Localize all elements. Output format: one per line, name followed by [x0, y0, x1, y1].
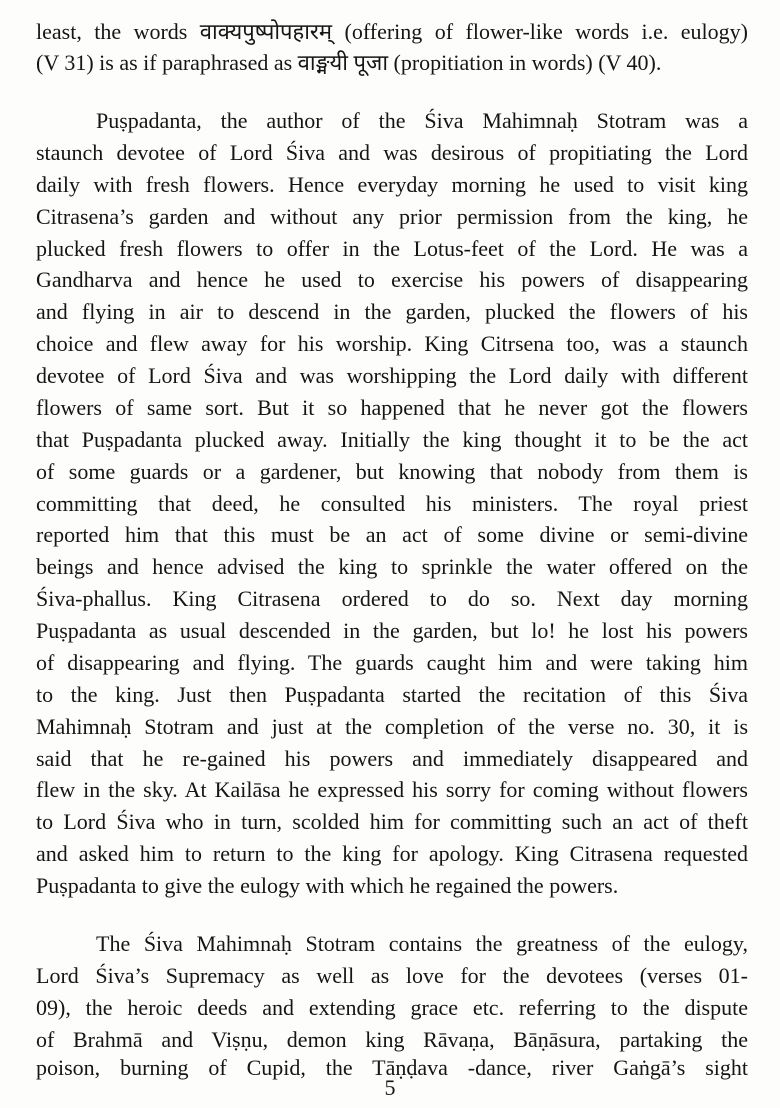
paragraph-1-line-2: (V 31) is as if paraphrased as वाङ्मयी पूजा (propitiation in words) (V 40).: [36, 50, 662, 75]
paragraph-2-line-11: that Puṣpadanta plucked away. Initially the king thought it to be the act: [36, 427, 748, 452]
paragraph-2-line-25: Puṣpadanta to give the eulogy with which he regained the powers.: [36, 873, 619, 898]
paragraph-2-line-1: Puṣpadanta, the author of the Śiva Mahimnaḥ Stotram was a: [96, 108, 748, 133]
paragraph-2-line-8: choice and flew away for his worship. King Citrsena too, was a staunch: [36, 331, 748, 356]
paragraph-2-line-13: committing that deed, he consulted his ministers. The royal priest: [36, 491, 748, 516]
paragraph-2-line-23: to Lord Śiva who in turn, scolded him for committing such an act of theft: [36, 809, 748, 834]
paragraph-2-line-4: Citrasena’s garden and without any prior permission from the king, he: [36, 204, 748, 229]
paragraph-2-line-22: flew in the sky. At Kailāsa he expressed his sorry for coming without flowers: [36, 777, 748, 802]
paragraph-3-line-3: 09), the heroic deeds and extending grace etc. referring to the dispute: [36, 995, 748, 1020]
paragraph-2-line-19: to the king. Just then Puṣpadanta started the recitation of this Śiva: [36, 682, 748, 707]
paragraph-3-line-2: Lord Śiva’s Supremacy as well as love for the devotees (verses 01-: [36, 963, 748, 988]
paragraph-2-line-12: of some guards or a gardener, but knowing that nobody from them is: [36, 459, 748, 484]
paragraph-2-line-24: and asked him to return to the king for apology. King Citrasena requested: [36, 841, 748, 866]
paragraph-2-line-3: daily with fresh flowers. Hence everyday morning he used to visit king: [36, 172, 748, 197]
paragraph-2-line-20: Mahimnaḥ Stotram and just at the completion of the verse no. 30, it is: [36, 714, 748, 739]
page-number: 5: [384, 1075, 396, 1100]
paragraph-3-line-5: poison, burning of Cupid, the Tāṇḍava -dance, river Gaṅgā’s sight: [36, 1055, 748, 1080]
paragraph-2-line-21: said that he re-gained his powers and immediately disappeared and: [36, 746, 748, 771]
paragraph-2-line-6: Gandharva and hence he used to exercise his powers of disappearing: [36, 267, 748, 292]
paragraph-2-line-7: and flying in air to descend in the garden, plucked the flowers of his: [36, 299, 748, 324]
paragraph-2-line-5: plucked fresh flowers to offer in the Lotus-feet of the Lord. He was a: [36, 236, 748, 261]
paragraph-2-line-10: flowers of same sort. But it so happened that he never got the flowers: [36, 395, 748, 420]
paragraph-2-line-2: staunch devotee of Lord Śiva and was desirous of propitiating the Lord: [36, 140, 748, 165]
paragraph-2-line-17: Puṣpadanta as usual descended in the garden, but lo! he lost his powers: [36, 618, 748, 643]
paragraph-2-line-18: of disappearing and flying. The guards caught him and were taking him: [36, 650, 748, 675]
paragraph-2-line-16: Śiva-phallus. King Citrasena ordered to do so. Next day morning: [36, 586, 748, 611]
paragraph-2-line-9: devotee of Lord Śiva and was worshipping the Lord daily with different: [36, 363, 748, 388]
paragraph-1-line-1: least, the words वाक्यपुष्पोपहारम् (offering of flower-like words i.e. eulogy): [36, 19, 748, 44]
paragraph-2-line-15: beings and hence advised the king to sprinkle the water offered on the: [36, 554, 748, 579]
paragraph-3-line-4: of Brahmā and Viṣṇu, demon king Rāvaṇa, Bāṇāsura, partaking the: [36, 1027, 748, 1052]
paragraph-2-line-14: reported him that this must be an act of some divine or semi-divine: [36, 522, 748, 547]
paragraph-3-line-1: The Śiva Mahimnaḥ Stotram contains the greatness of the eulogy,: [96, 931, 748, 956]
